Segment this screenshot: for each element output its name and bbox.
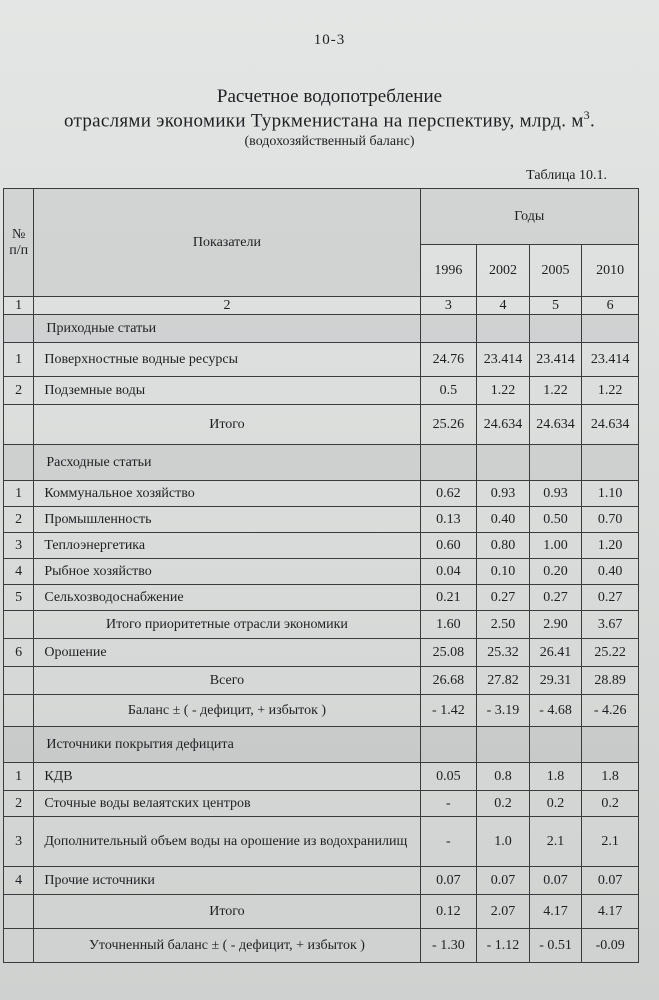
value-cell: 0.04	[420, 559, 477, 585]
title-line-2-end: .	[589, 110, 596, 132]
value-cell: 25.26	[420, 405, 477, 445]
table-row	[4, 639, 639, 667]
value-cell: 25.32	[477, 639, 530, 667]
year-cell: 2010	[582, 245, 639, 297]
row-label: Итого	[34, 405, 420, 445]
empty-cell	[4, 315, 34, 343]
col-years-header: Годы	[420, 189, 638, 245]
section-title: Приходные статьи	[34, 315, 420, 343]
row-number: 5	[4, 585, 34, 611]
value-cell: 0.40	[582, 559, 639, 585]
column-number: 1	[4, 297, 34, 315]
value-cell: 0.70	[582, 507, 639, 533]
value-cell: 25.22	[582, 639, 639, 667]
year-cell: 1996	[420, 245, 477, 297]
year-cell: 2005	[529, 245, 582, 297]
value-cell: 2.1	[529, 817, 582, 867]
value-cell: 0.93	[477, 481, 530, 507]
value-cell: 1.20	[582, 533, 639, 559]
value-cell: 24.634	[582, 405, 639, 445]
table-row	[4, 343, 639, 377]
value-cell: 2.07	[477, 895, 530, 929]
empty-cell	[477, 315, 530, 343]
value-cell: 0.07	[420, 867, 477, 895]
row-label: КДВ	[34, 763, 420, 791]
value-cell: 0.93	[529, 481, 582, 507]
value-cell: 0.07	[529, 867, 582, 895]
row-number: 6	[4, 639, 34, 667]
value-cell: 0.07	[477, 867, 530, 895]
empty-cell	[582, 315, 639, 343]
title-line-2-text: отраслями экономики Туркменистана на перспективу, млрд. м	[63, 110, 584, 132]
value-cell: 4.17	[582, 895, 639, 929]
row-number: 2	[4, 377, 34, 405]
column-number: 5	[529, 297, 582, 315]
value-cell: 0.27	[529, 585, 582, 611]
column-numbers-row	[4, 297, 639, 315]
value-cell: 0.60	[420, 533, 477, 559]
value-cell: -	[420, 791, 477, 817]
value-cell: 26.68	[420, 667, 477, 695]
value-cell: - 1.30	[420, 929, 477, 963]
value-cell: 0.05	[420, 763, 477, 791]
table-row	[4, 763, 639, 791]
subtitle: (водохозяйственный баланс)	[244, 134, 415, 149]
value-cell: -0.09	[582, 929, 639, 963]
title-unit-superscript: 3	[583, 108, 590, 122]
value-cell: 1.8	[582, 763, 639, 791]
row-number: 4	[4, 559, 34, 585]
row-number	[4, 895, 34, 929]
value-cell: 2.90	[529, 611, 582, 639]
value-cell: 26.41	[529, 639, 582, 667]
value-cell: 0.5	[420, 377, 477, 405]
empty-cell	[529, 445, 582, 481]
balance-row	[4, 929, 639, 963]
table-row	[4, 585, 639, 611]
value-cell: 23.414	[529, 343, 582, 377]
empty-cell	[420, 315, 477, 343]
value-cell: 1.0	[477, 817, 530, 867]
value-cell: 1.22	[582, 377, 639, 405]
year-cell: 2002	[477, 245, 530, 297]
row-number	[4, 405, 34, 445]
value-cell: 27.82	[477, 667, 530, 695]
value-cell: 0.21	[420, 585, 477, 611]
value-cell: 1.8	[529, 763, 582, 791]
value-cell: 0.27	[477, 585, 530, 611]
value-cell: 4.17	[529, 895, 582, 929]
empty-cell	[420, 445, 477, 481]
value-cell: 23.414	[582, 343, 639, 377]
value-cell: 24.634	[529, 405, 582, 445]
row-number: 1	[4, 481, 34, 507]
value-cell: 2.50	[477, 611, 530, 639]
value-cell: 1.22	[477, 377, 530, 405]
value-cell: 1.22	[529, 377, 582, 405]
value-cell: - 0.51	[529, 929, 582, 963]
value-cell: 0.40	[477, 507, 530, 533]
header-row	[4, 189, 639, 245]
row-number: 3	[4, 817, 34, 867]
section-row	[4, 315, 639, 343]
section-row	[4, 445, 639, 481]
section-title: Расходные статьи	[34, 445, 420, 481]
empty-cell	[477, 727, 530, 763]
column-number: 4	[477, 297, 530, 315]
value-cell: 0.2	[582, 791, 639, 817]
value-cell: 1.10	[582, 481, 639, 507]
table-row	[4, 559, 639, 585]
row-label: Баланс ± ( - дефицит, + избыток )	[34, 695, 420, 727]
row-label: Всего	[34, 667, 420, 695]
empty-cell	[529, 727, 582, 763]
section-title: Источники покрытия дефицита	[34, 727, 420, 763]
value-cell: 0.27	[582, 585, 639, 611]
column-number: 2	[34, 297, 420, 315]
row-label: Подземные воды	[34, 377, 420, 405]
value-cell: 29.31	[529, 667, 582, 695]
value-cell: -	[420, 817, 477, 867]
row-label: Коммунальное хозяйство	[34, 481, 420, 507]
value-cell: 2.1	[582, 817, 639, 867]
value-cell: 25.08	[420, 639, 477, 667]
row-number: 4	[4, 867, 34, 895]
row-label: Уточненный баланс ± ( - дефицит, + избыток )	[34, 929, 420, 963]
table-row	[4, 377, 639, 405]
value-cell: 1.00	[529, 533, 582, 559]
total-row	[4, 611, 639, 639]
value-cell: - 1.12	[477, 929, 530, 963]
section-row	[4, 727, 639, 763]
table-label: Таблица 10.1.	[526, 168, 607, 183]
value-cell: 3.67	[582, 611, 639, 639]
empty-cell	[529, 315, 582, 343]
value-cell: - 1.42	[420, 695, 477, 727]
title-line-1: Расчетное водопотребление	[216, 86, 443, 107]
row-label: Прочие источники	[34, 867, 420, 895]
empty-cell	[477, 445, 530, 481]
row-number	[4, 695, 34, 727]
value-cell: 0.8	[477, 763, 530, 791]
total-row	[4, 667, 639, 695]
title-line-2	[0, 108, 659, 132]
value-cell: 24.76	[420, 343, 477, 377]
total-row	[4, 405, 639, 445]
empty-cell	[4, 445, 34, 481]
value-cell: 0.07	[582, 867, 639, 895]
table-row	[4, 867, 639, 895]
value-cell: 0.10	[477, 559, 530, 585]
table-row	[4, 533, 639, 559]
row-label: Итого	[34, 895, 420, 929]
table-row	[4, 791, 639, 817]
table-row	[4, 481, 639, 507]
row-label: Рыбное хозяйство	[34, 559, 420, 585]
row-number	[4, 611, 34, 639]
value-cell: - 4.68	[529, 695, 582, 727]
value-cell: 0.12	[420, 895, 477, 929]
row-label: Итого приоритетные отрасли экономики	[34, 611, 420, 639]
balance-row	[4, 695, 639, 727]
col-no-header: № п/п	[4, 189, 34, 297]
page-number: 10-3	[313, 32, 346, 48]
row-label: Поверхностные водные ресурсы	[34, 343, 420, 377]
value-cell: 0.62	[420, 481, 477, 507]
value-cell: 0.13	[420, 507, 477, 533]
empty-cell	[582, 445, 639, 481]
value-cell: - 3.19	[477, 695, 530, 727]
row-label: Сточные воды велаятских центров	[34, 791, 420, 817]
value-cell: 28.89	[582, 667, 639, 695]
row-label: Дополнительный объем воды на орошение из водохранилищ	[34, 817, 420, 867]
row-number: 1	[4, 343, 34, 377]
water-balance-table	[3, 188, 639, 963]
row-number	[4, 667, 34, 695]
row-number	[4, 929, 34, 963]
value-cell: - 4.26	[582, 695, 639, 727]
table-row	[4, 507, 639, 533]
column-number: 3	[420, 297, 477, 315]
value-cell: 0.2	[477, 791, 530, 817]
value-cell: 24.634	[477, 405, 530, 445]
value-cell: 0.20	[529, 559, 582, 585]
row-label: Сельхозводоснабжение	[34, 585, 420, 611]
column-number: 6	[582, 297, 639, 315]
row-number: 1	[4, 763, 34, 791]
value-cell: 0.80	[477, 533, 530, 559]
empty-cell	[4, 727, 34, 763]
row-number: 2	[4, 507, 34, 533]
row-number: 2	[4, 791, 34, 817]
value-cell: 0.2	[529, 791, 582, 817]
total-row	[4, 895, 639, 929]
row-label: Теплоэнергетика	[34, 533, 420, 559]
value-cell: 23.414	[477, 343, 530, 377]
value-cell: 0.50	[529, 507, 582, 533]
row-label: Промышленность	[34, 507, 420, 533]
col-indicator-header: Показатели	[34, 189, 420, 297]
row-label: Орошение	[34, 639, 420, 667]
row-number: 3	[4, 533, 34, 559]
empty-cell	[582, 727, 639, 763]
table-row	[4, 817, 639, 867]
empty-cell	[420, 727, 477, 763]
value-cell: 1.60	[420, 611, 477, 639]
